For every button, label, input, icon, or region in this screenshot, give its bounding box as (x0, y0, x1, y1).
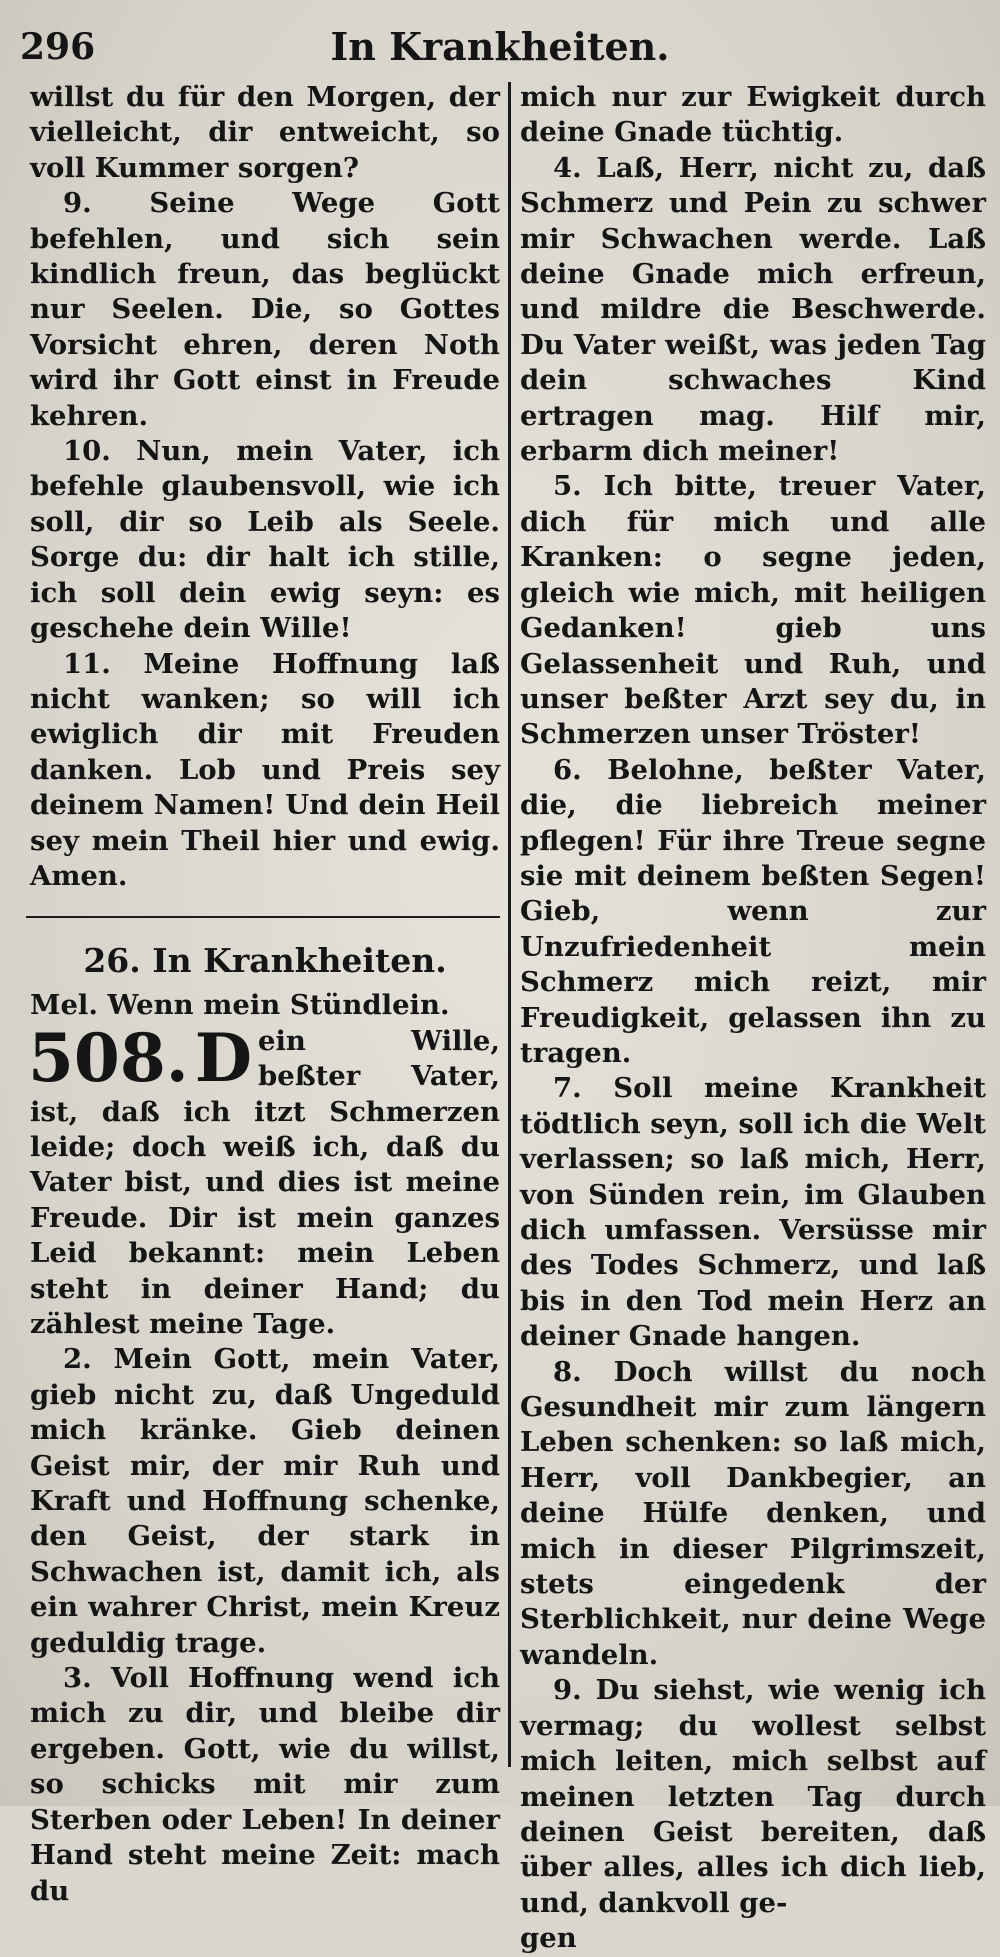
hymn-number: 508. (28, 1018, 189, 1097)
hymn-verse-2: 2. Mein Gott, mein Vater, gieb nicht zu, daß Ungeduld mich kränke. Gieb deinen Geist mir, der mir Ruh und Kraft und Hoffnung schenke, den Geist, der stark in Schwachen ist, damit ich, als ein wahrer Christ, mein Kreuz geduldig trage. (30, 1343, 500, 1659)
page-number: 296 (20, 26, 96, 68)
catchword: gen (520, 1922, 577, 1955)
running-title: In Krankheiten. (330, 24, 670, 69)
verse-continuation: willst du für den Morgen, der vielleicht, dir entweicht, so voll Kummer sorgen? (30, 81, 500, 184)
section-divider (26, 916, 500, 918)
page-header (16, 20, 984, 72)
section-title: 26. In Krankheiten. (83, 941, 447, 981)
hymn-verse-7: 7. Soll meine Krankheit tödtlich seyn, soll ich die Welt verlassen; so laß mich, Herr, von Sünden rein, im Glauben dich umfassen. Versüsse mir des Todes Schmerz, und laß bis in den Tod mein Herz an deiner Gnade hangen. (520, 1072, 986, 1353)
hymn-508-first-verse (28, 1018, 500, 1343)
left-column (28, 80, 500, 1907)
verse-9: 9. Seine Wege Gott befehlen, und sich sein kindlich freun, das beglückt nur Seelen. Die, so Gottes Vorsicht ehren, deren Noth wird ihr Gott einst in Freude kehren. (30, 187, 500, 432)
right-column (520, 80, 986, 1955)
hymn-verse-8: 8. Doch willst du noch Gesundheit mir zum längern Leben schenken: so laß mich, Herr, voll Dankbegier, an deine Hülfe denken, und mich in dieser Pilgrimszeit, stets eingedenk der Sterblichkeit, nur deine Wege wandeln. (520, 1355, 986, 1671)
verse-11: 11. Meine Hoffnung laß nicht wanken; so will ich ewiglich dir mit Freuden danken. Lob und Preis sey deinem Namen! Und dein Heil sey mein Theil hier und ewig. Amen. (30, 647, 500, 892)
drop-cap: D (194, 1018, 252, 1097)
hymn-verse-6: 6. Belohne, beßter Vater, die, die liebreich meiner pflegen! Für ihre Treue segne sie mit deinem beßten Segen! Gieb, wenn zur Unzufriedenheit mein Schmerz mich reizt, mir Freudigkeit, gelassen ihn zu tragen. (520, 753, 986, 1069)
hymn-verse-3: 3. Voll Hoffnung wend ich mich zu dir, und bleibe dir ergeben. Gott, wie du willst, so schicks mit mir zum Sterben oder Leben! In deiner Hand steht meine Zeit: mach du (30, 1662, 500, 1907)
hymn-verse-4: 4. Laß, Herr, nicht zu, daß Schmerz und Pein zu schwer mir Schwachen werde. Laß deine Gnade mich erfreun, und mildre die Beschwerde. Du Vater weißt, was jeden Tag dein schwaches Kind ertragen mag. Hilf mir, erbarm dich meiner! (520, 151, 986, 468)
hymn-verse-5: 5. Ich bitte, treuer Vater, dich für mich und alle Kranken: o segne jeden, gleich wie mich, mit heiligen Gedanken! gieb uns Gelassenheit und Ruh, und unser beßter Arzt sey du, in Schmerzen unser Tröster! (520, 470, 986, 751)
melody-line: Mel. Wenn mein Stündlein. (30, 989, 450, 1022)
hymn-verse-9: 9. Du siehst, wie wenig ich vermag; du wollest selbst mich leiten, mich selbst auf meinen letzten Tag durch deinen Geist bereiten, daß über alles, alles ich dich lieb, und, dankvoll ge- (520, 1674, 986, 1919)
hymn-verse-3-continuation: mich nur zur Ewigkeit durch deine Gnade tüchtig. (520, 81, 986, 149)
column-divider (508, 82, 511, 1767)
hymn-verse-1: ein Wille, beßter Vater, ist, daß ich itzt Schmerzen leide; doch weiß ich, daß du Vater bist, und dies ist meine Freude. Dir ist mein ganzes Leid bekannt: mein Leben steht in deiner Hand; du zählest meine Tage. (30, 1024, 500, 1340)
verse-10: 10. Nun, mein Vater, ich befehle glaubensvoll, wie ich soll, dir so Leib als Seele. Sorge du: dir halt ich stille, ich soll dein ewig seyn: es geschehe dein Wille! (30, 435, 500, 645)
